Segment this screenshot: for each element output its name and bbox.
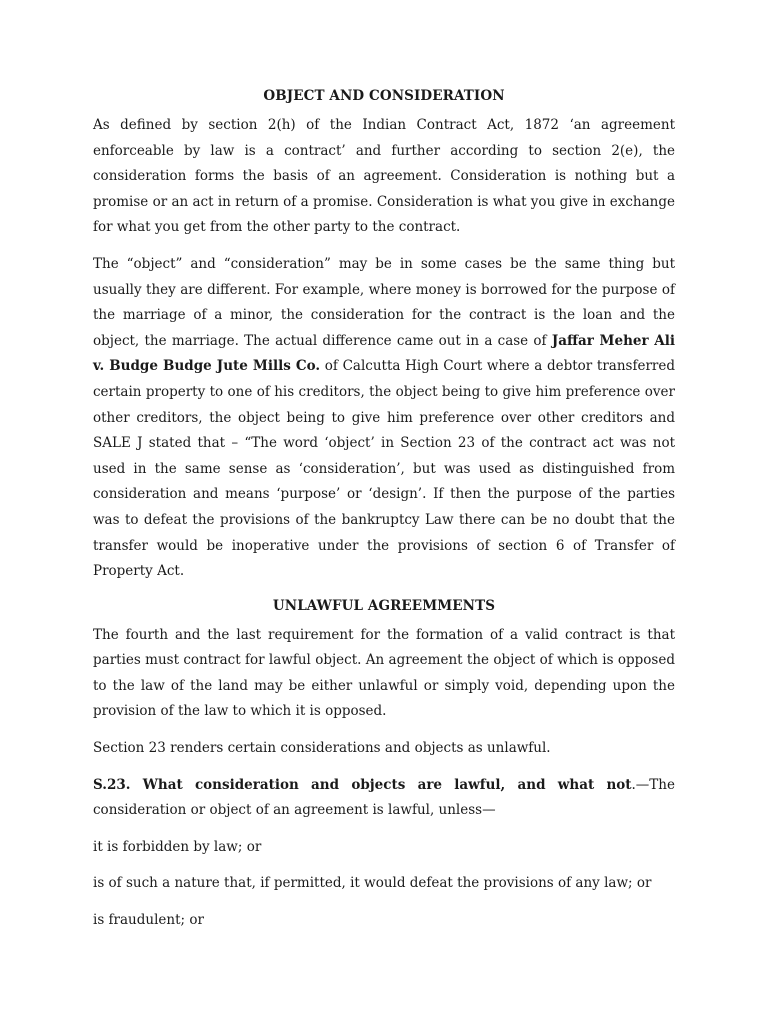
list-item-fraudulent: is fraudulent; or [93,912,204,929]
section-23-body: .—The consideration or object of an agreement is lawful, unless— [93,776,675,819]
case-name: Jaffar Meher Ali v. Budge Budge Jute Mills Co. [93,332,675,375]
section-23-title: S.23. What consideration and objects are lawful, and what not [93,776,632,793]
heading-object-and-consideration: OBJECT AND CONSIDERATION [263,88,505,104]
paragraph-lawful-object-requirement: The fourth and the last requirement for the formation of a valid contract is that parties must contract for lawful object. An agreement the object of which is opposed to the law of the land may be either unlawful or simply void, depending upon the provision of the law to which it is opposed. [93,626,675,720]
list-item-forbidden-by-law: it is forbidden by law; or [93,838,262,855]
paragraph-object-vs-consideration [93,252,675,585]
paragraph-section-23-intro: Section 23 renders certain considerations and objects as unlawful. [93,740,551,757]
paragraph-text-after-case: of Calcutta High Court where a debtor transferred certain property to one of his creditors, the object being to give him preference over other creditors, the object being to give him preference over other creditors and SALE J stated that – “The word ‘object’ in Section 23 of the contract act was not used in the same sense as ‘consideration’, but was used as distinguished from consideration and means ‘purpose’ or ‘design’. If then the purpose of the parties was to defeat the provisions of the bankruptcy Law there can be no doubt that the transfer would be inoperative under the provisions of section 6 of Transfer of Property Act. [93,358,676,580]
paragraph-text-before-case: The “object” and “consideration” may be in some cases be the same thing but usually they are different. For example, where money is borrowed for the purpose of the marriage of a minor, the consideration for the contract is the loan and the object, the marriage. The actual difference came out in a case of [93,255,675,349]
paragraph-section-23-text [93,773,675,824]
paragraph-definition: As defined by section 2(h) of the Indian Contract Act, 1872 ‘an agreement enforceable by law is a contract’ and further according to section 2(e), the consideration forms the basis of an agreement. Consideration is nothing but a promise or an act in return of a promise. Consideration is what you give in exchange for what you get from the other party to the contract. [93,117,675,236]
list-item-defeat-provisions: is of such a nature that, if permitted, it would defeat the provisions of any law; or [93,875,652,892]
heading-unlawful-agreements: UNLAWFUL AGREEMMENTS [272,597,496,614]
